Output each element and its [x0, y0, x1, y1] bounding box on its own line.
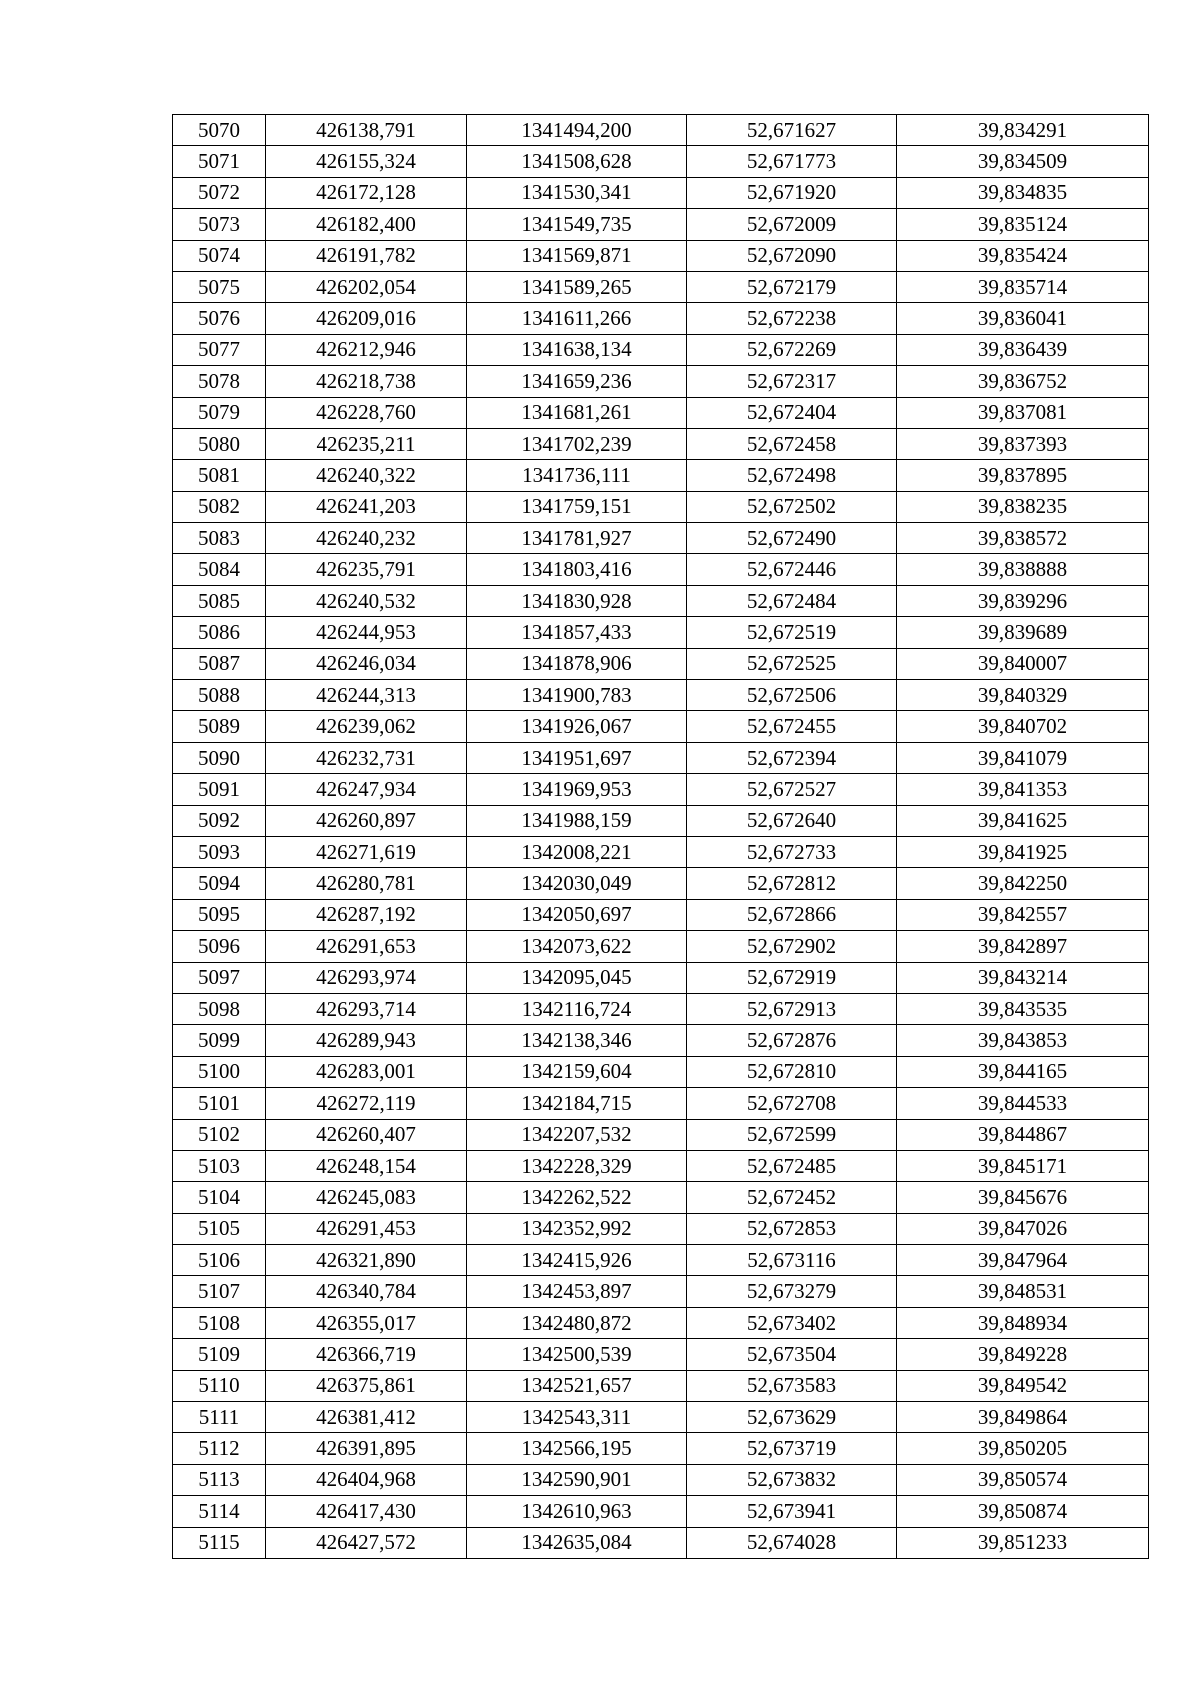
- x-coordinate-cell: 426427,572: [266, 1527, 467, 1558]
- y-coordinate-cell: 1342415,926: [467, 1245, 687, 1276]
- table-row: [173, 428, 1149, 459]
- y-coordinate-cell: 1342453,897: [467, 1276, 687, 1307]
- longitude-cell: 39,842557: [897, 899, 1149, 930]
- x-coordinate-cell: 426232,731: [266, 742, 467, 773]
- table-row: [173, 177, 1149, 208]
- y-coordinate-cell: 1342138,346: [467, 1025, 687, 1056]
- x-coordinate-cell: 426321,890: [266, 1245, 467, 1276]
- y-coordinate-cell: 1342073,622: [467, 931, 687, 962]
- point-number-cell: 5109: [173, 1339, 266, 1370]
- latitude-cell: 52,672902: [687, 931, 897, 962]
- longitude-cell: 39,841625: [897, 805, 1149, 836]
- table-row: [173, 366, 1149, 397]
- table-row: [173, 1527, 1149, 1558]
- longitude-cell: 39,844533: [897, 1088, 1149, 1119]
- y-coordinate-cell: 1342050,697: [467, 899, 687, 930]
- latitude-cell: 52,673583: [687, 1370, 897, 1401]
- point-number-cell: 5105: [173, 1213, 266, 1244]
- x-coordinate-cell: 426291,653: [266, 931, 467, 962]
- longitude-cell: 39,835424: [897, 240, 1149, 271]
- point-number-cell: 5082: [173, 491, 266, 522]
- table-row: [173, 1150, 1149, 1181]
- longitude-cell: 39,845171: [897, 1150, 1149, 1181]
- longitude-cell: 39,847964: [897, 1245, 1149, 1276]
- x-coordinate-cell: 426404,968: [266, 1464, 467, 1495]
- longitude-cell: 39,845676: [897, 1182, 1149, 1213]
- latitude-cell: 52,672913: [687, 993, 897, 1024]
- x-coordinate-cell: 426291,453: [266, 1213, 467, 1244]
- point-number-cell: 5110: [173, 1370, 266, 1401]
- point-number-cell: 5113: [173, 1464, 266, 1495]
- latitude-cell: 52,672452: [687, 1182, 897, 1213]
- y-coordinate-cell: 1342635,084: [467, 1527, 687, 1558]
- x-coordinate-cell: 426209,016: [266, 303, 467, 334]
- longitude-cell: 39,835124: [897, 209, 1149, 240]
- table-row: [173, 334, 1149, 365]
- x-coordinate-cell: 426235,211: [266, 428, 467, 459]
- latitude-cell: 52,672446: [687, 554, 897, 585]
- longitude-cell: 39,843214: [897, 962, 1149, 993]
- table-row: [173, 1276, 1149, 1307]
- point-number-cell: 5088: [173, 680, 266, 711]
- y-coordinate-cell: 1341681,261: [467, 397, 687, 428]
- y-coordinate-cell: 1341530,341: [467, 177, 687, 208]
- latitude-cell: 52,672009: [687, 209, 897, 240]
- latitude-cell: 52,672502: [687, 491, 897, 522]
- table-row: [173, 648, 1149, 679]
- latitude-cell: 52,672490: [687, 523, 897, 554]
- latitude-cell: 52,672394: [687, 742, 897, 773]
- longitude-cell: 39,841079: [897, 742, 1149, 773]
- longitude-cell: 39,840329: [897, 680, 1149, 711]
- y-coordinate-cell: 1341900,783: [467, 680, 687, 711]
- latitude-cell: 52,673719: [687, 1433, 897, 1464]
- table-row: [173, 868, 1149, 899]
- point-number-cell: 5072: [173, 177, 266, 208]
- longitude-cell: 39,837895: [897, 460, 1149, 491]
- longitude-cell: 39,834291: [897, 115, 1149, 146]
- x-coordinate-cell: 426239,062: [266, 711, 467, 742]
- y-coordinate-cell: 1341969,953: [467, 774, 687, 805]
- point-number-cell: 5081: [173, 460, 266, 491]
- table-row: [173, 209, 1149, 240]
- table-row: [173, 1464, 1149, 1495]
- y-coordinate-cell: 1341759,151: [467, 491, 687, 522]
- latitude-cell: 52,672317: [687, 366, 897, 397]
- y-coordinate-cell: 1342590,901: [467, 1464, 687, 1495]
- table-row: [173, 240, 1149, 271]
- longitude-cell: 39,848531: [897, 1276, 1149, 1307]
- table-row: [173, 805, 1149, 836]
- longitude-cell: 39,849228: [897, 1339, 1149, 1370]
- y-coordinate-cell: 1342030,049: [467, 868, 687, 899]
- latitude-cell: 52,673279: [687, 1276, 897, 1307]
- y-coordinate-cell: 1342207,532: [467, 1119, 687, 1150]
- x-coordinate-cell: 426355,017: [266, 1307, 467, 1338]
- latitude-cell: 52,673504: [687, 1339, 897, 1370]
- x-coordinate-cell: 426417,430: [266, 1496, 467, 1527]
- point-number-cell: 5083: [173, 523, 266, 554]
- x-coordinate-cell: 426271,619: [266, 836, 467, 867]
- latitude-cell: 52,671920: [687, 177, 897, 208]
- table-row: [173, 1182, 1149, 1213]
- longitude-cell: 39,842897: [897, 931, 1149, 962]
- table-row: [173, 1119, 1149, 1150]
- x-coordinate-cell: 426283,001: [266, 1056, 467, 1087]
- point-number-cell: 5108: [173, 1307, 266, 1338]
- point-number-cell: 5115: [173, 1527, 266, 1558]
- latitude-cell: 52,673629: [687, 1402, 897, 1433]
- latitude-cell: 52,674028: [687, 1527, 897, 1558]
- x-coordinate-cell: 426138,791: [266, 115, 467, 146]
- longitude-cell: 39,838572: [897, 523, 1149, 554]
- latitude-cell: 52,672733: [687, 836, 897, 867]
- table-row: [173, 774, 1149, 805]
- table-row: [173, 460, 1149, 491]
- latitude-cell: 52,672404: [687, 397, 897, 428]
- point-number-cell: 5085: [173, 585, 266, 616]
- x-coordinate-cell: 426260,897: [266, 805, 467, 836]
- y-coordinate-cell: 1341494,200: [467, 115, 687, 146]
- y-coordinate-cell: 1341702,239: [467, 428, 687, 459]
- y-coordinate-cell: 1341659,236: [467, 366, 687, 397]
- point-number-cell: 5071: [173, 146, 266, 177]
- latitude-cell: 52,672599: [687, 1119, 897, 1150]
- longitude-cell: 39,848934: [897, 1307, 1149, 1338]
- longitude-cell: 39,851233: [897, 1527, 1149, 1558]
- latitude-cell: 52,672810: [687, 1056, 897, 1087]
- table-row: [173, 397, 1149, 428]
- y-coordinate-cell: 1341878,906: [467, 648, 687, 679]
- point-number-cell: 5112: [173, 1433, 266, 1464]
- latitude-cell: 52,672876: [687, 1025, 897, 1056]
- latitude-cell: 52,673832: [687, 1464, 897, 1495]
- longitude-cell: 39,843535: [897, 993, 1149, 1024]
- x-coordinate-cell: 426228,760: [266, 397, 467, 428]
- longitude-cell: 39,839689: [897, 617, 1149, 648]
- longitude-cell: 39,849864: [897, 1402, 1149, 1433]
- x-coordinate-cell: 426212,946: [266, 334, 467, 365]
- x-coordinate-cell: 426244,953: [266, 617, 467, 648]
- longitude-cell: 39,844165: [897, 1056, 1149, 1087]
- y-coordinate-cell: 1341611,266: [467, 303, 687, 334]
- point-number-cell: 5070: [173, 115, 266, 146]
- x-coordinate-cell: 426272,119: [266, 1088, 467, 1119]
- x-coordinate-cell: 426241,203: [266, 491, 467, 522]
- table-row: [173, 711, 1149, 742]
- latitude-cell: 52,673116: [687, 1245, 897, 1276]
- table-row: [173, 523, 1149, 554]
- x-coordinate-cell: 426235,791: [266, 554, 467, 585]
- longitude-cell: 39,844867: [897, 1119, 1149, 1150]
- y-coordinate-cell: 1341638,134: [467, 334, 687, 365]
- y-coordinate-cell: 1341951,697: [467, 742, 687, 773]
- y-coordinate-cell: 1342262,522: [467, 1182, 687, 1213]
- y-coordinate-cell: 1341781,927: [467, 523, 687, 554]
- table-row: [173, 146, 1149, 177]
- latitude-cell: 52,673941: [687, 1496, 897, 1527]
- x-coordinate-cell: 426218,738: [266, 366, 467, 397]
- longitude-cell: 39,836439: [897, 334, 1149, 365]
- point-number-cell: 5074: [173, 240, 266, 271]
- y-coordinate-cell: 1342480,872: [467, 1307, 687, 1338]
- table-row: [173, 585, 1149, 616]
- y-coordinate-cell: 1342008,221: [467, 836, 687, 867]
- latitude-cell: 52,672525: [687, 648, 897, 679]
- x-coordinate-cell: 426391,895: [266, 1433, 467, 1464]
- longitude-cell: 39,834509: [897, 146, 1149, 177]
- latitude-cell: 52,672455: [687, 711, 897, 742]
- latitude-cell: 52,672179: [687, 271, 897, 302]
- y-coordinate-cell: 1341988,159: [467, 805, 687, 836]
- table-row: [173, 554, 1149, 585]
- x-coordinate-cell: 426246,034: [266, 648, 467, 679]
- longitude-cell: 39,850574: [897, 1464, 1149, 1495]
- y-coordinate-cell: 1342500,539: [467, 1339, 687, 1370]
- latitude-cell: 52,672238: [687, 303, 897, 334]
- point-number-cell: 5080: [173, 428, 266, 459]
- x-coordinate-cell: 426280,781: [266, 868, 467, 899]
- coordinates-table: [172, 114, 1149, 1559]
- point-number-cell: 5103: [173, 1150, 266, 1181]
- y-coordinate-cell: 1342228,329: [467, 1150, 687, 1181]
- point-number-cell: 5104: [173, 1182, 266, 1213]
- table-row: [173, 993, 1149, 1024]
- y-coordinate-cell: 1342352,992: [467, 1213, 687, 1244]
- longitude-cell: 39,835714: [897, 271, 1149, 302]
- x-coordinate-cell: 426155,324: [266, 146, 467, 177]
- longitude-cell: 39,840702: [897, 711, 1149, 742]
- y-coordinate-cell: 1341589,265: [467, 271, 687, 302]
- x-coordinate-cell: 426191,782: [266, 240, 467, 271]
- point-number-cell: 5079: [173, 397, 266, 428]
- table-row: [173, 1496, 1149, 1527]
- longitude-cell: 39,837393: [897, 428, 1149, 459]
- point-number-cell: 5099: [173, 1025, 266, 1056]
- table-row: [173, 1307, 1149, 1338]
- y-coordinate-cell: 1342566,195: [467, 1433, 687, 1464]
- y-coordinate-cell: 1341569,871: [467, 240, 687, 271]
- latitude-cell: 52,673402: [687, 1307, 897, 1338]
- table-row: [173, 115, 1149, 146]
- latitude-cell: 52,672498: [687, 460, 897, 491]
- x-coordinate-cell: 426289,943: [266, 1025, 467, 1056]
- table-row: [173, 1245, 1149, 1276]
- point-number-cell: 5076: [173, 303, 266, 334]
- point-number-cell: 5093: [173, 836, 266, 867]
- x-coordinate-cell: 426260,407: [266, 1119, 467, 1150]
- x-coordinate-cell: 426287,192: [266, 899, 467, 930]
- longitude-cell: 39,839296: [897, 585, 1149, 616]
- x-coordinate-cell: 426248,154: [266, 1150, 467, 1181]
- latitude-cell: 52,672919: [687, 962, 897, 993]
- latitude-cell: 52,672527: [687, 774, 897, 805]
- longitude-cell: 39,843853: [897, 1025, 1149, 1056]
- longitude-cell: 39,841353: [897, 774, 1149, 805]
- x-coordinate-cell: 426293,974: [266, 962, 467, 993]
- coordinates-table-body: [173, 115, 1149, 1559]
- x-coordinate-cell: 426381,412: [266, 1402, 467, 1433]
- table-row: [173, 1433, 1149, 1464]
- point-number-cell: 5089: [173, 711, 266, 742]
- y-coordinate-cell: 1341549,735: [467, 209, 687, 240]
- longitude-cell: 39,842250: [897, 868, 1149, 899]
- table-row: [173, 1339, 1149, 1370]
- longitude-cell: 39,847026: [897, 1213, 1149, 1244]
- table-row: [173, 491, 1149, 522]
- x-coordinate-cell: 426245,083: [266, 1182, 467, 1213]
- point-number-cell: 5077: [173, 334, 266, 365]
- latitude-cell: 52,672484: [687, 585, 897, 616]
- point-number-cell: 5084: [173, 554, 266, 585]
- latitude-cell: 52,672458: [687, 428, 897, 459]
- longitude-cell: 39,837081: [897, 397, 1149, 428]
- point-number-cell: 5094: [173, 868, 266, 899]
- y-coordinate-cell: 1342543,311: [467, 1402, 687, 1433]
- y-coordinate-cell: 1342116,724: [467, 993, 687, 1024]
- latitude-cell: 52,672090: [687, 240, 897, 271]
- longitude-cell: 39,840007: [897, 648, 1149, 679]
- table-row: [173, 271, 1149, 302]
- point-number-cell: 5075: [173, 271, 266, 302]
- point-number-cell: 5092: [173, 805, 266, 836]
- latitude-cell: 52,672640: [687, 805, 897, 836]
- point-number-cell: 5100: [173, 1056, 266, 1087]
- y-coordinate-cell: 1342159,604: [467, 1056, 687, 1087]
- x-coordinate-cell: 426375,861: [266, 1370, 467, 1401]
- table-row: [173, 742, 1149, 773]
- latitude-cell: 52,672269: [687, 334, 897, 365]
- table-row: [173, 931, 1149, 962]
- point-number-cell: 5114: [173, 1496, 266, 1527]
- x-coordinate-cell: 426247,934: [266, 774, 467, 805]
- x-coordinate-cell: 426293,714: [266, 993, 467, 1024]
- x-coordinate-cell: 426202,054: [266, 271, 467, 302]
- point-number-cell: 5087: [173, 648, 266, 679]
- x-coordinate-cell: 426240,322: [266, 460, 467, 491]
- table-row: [173, 1088, 1149, 1119]
- point-number-cell: 5091: [173, 774, 266, 805]
- longitude-cell: 39,838235: [897, 491, 1149, 522]
- longitude-cell: 39,838888: [897, 554, 1149, 585]
- y-coordinate-cell: 1341926,067: [467, 711, 687, 742]
- x-coordinate-cell: 426240,532: [266, 585, 467, 616]
- y-coordinate-cell: 1341830,928: [467, 585, 687, 616]
- latitude-cell: 52,672519: [687, 617, 897, 648]
- latitude-cell: 52,672866: [687, 899, 897, 930]
- point-number-cell: 5096: [173, 931, 266, 962]
- y-coordinate-cell: 1341857,433: [467, 617, 687, 648]
- table-row: [173, 1402, 1149, 1433]
- point-number-cell: 5097: [173, 962, 266, 993]
- table-row: [173, 1056, 1149, 1087]
- x-coordinate-cell: 426172,128: [266, 177, 467, 208]
- point-number-cell: 5102: [173, 1119, 266, 1150]
- point-number-cell: 5090: [173, 742, 266, 773]
- point-number-cell: 5106: [173, 1245, 266, 1276]
- table-row: [173, 962, 1149, 993]
- point-number-cell: 5107: [173, 1276, 266, 1307]
- y-coordinate-cell: 1341803,416: [467, 554, 687, 585]
- table-row: [173, 1025, 1149, 1056]
- longitude-cell: 39,849542: [897, 1370, 1149, 1401]
- point-number-cell: 5078: [173, 366, 266, 397]
- latitude-cell: 52,672812: [687, 868, 897, 899]
- longitude-cell: 39,836041: [897, 303, 1149, 334]
- table-row: [173, 836, 1149, 867]
- x-coordinate-cell: 426244,313: [266, 680, 467, 711]
- y-coordinate-cell: 1341508,628: [467, 146, 687, 177]
- longitude-cell: 39,841925: [897, 836, 1149, 867]
- x-coordinate-cell: 426182,400: [266, 209, 467, 240]
- latitude-cell: 52,672708: [687, 1088, 897, 1119]
- table-row: [173, 303, 1149, 334]
- table-row: [173, 899, 1149, 930]
- y-coordinate-cell: 1342610,963: [467, 1496, 687, 1527]
- latitude-cell: 52,672506: [687, 680, 897, 711]
- longitude-cell: 39,850874: [897, 1496, 1149, 1527]
- table-row: [173, 1213, 1149, 1244]
- latitude-cell: 52,672853: [687, 1213, 897, 1244]
- latitude-cell: 52,671627: [687, 115, 897, 146]
- point-number-cell: 5098: [173, 993, 266, 1024]
- x-coordinate-cell: 426240,232: [266, 523, 467, 554]
- point-number-cell: 5073: [173, 209, 266, 240]
- y-coordinate-cell: 1341736,111: [467, 460, 687, 491]
- y-coordinate-cell: 1342184,715: [467, 1088, 687, 1119]
- latitude-cell: 52,672485: [687, 1150, 897, 1181]
- table-row: [173, 680, 1149, 711]
- longitude-cell: 39,836752: [897, 366, 1149, 397]
- y-coordinate-cell: 1342095,045: [467, 962, 687, 993]
- point-number-cell: 5095: [173, 899, 266, 930]
- point-number-cell: 5111: [173, 1402, 266, 1433]
- point-number-cell: 5086: [173, 617, 266, 648]
- latitude-cell: 52,671773: [687, 146, 897, 177]
- x-coordinate-cell: 426366,719: [266, 1339, 467, 1370]
- point-number-cell: 5101: [173, 1088, 266, 1119]
- table-row: [173, 1370, 1149, 1401]
- x-coordinate-cell: 426340,784: [266, 1276, 467, 1307]
- y-coordinate-cell: 1342521,657: [467, 1370, 687, 1401]
- longitude-cell: 39,850205: [897, 1433, 1149, 1464]
- longitude-cell: 39,834835: [897, 177, 1149, 208]
- table-row: [173, 617, 1149, 648]
